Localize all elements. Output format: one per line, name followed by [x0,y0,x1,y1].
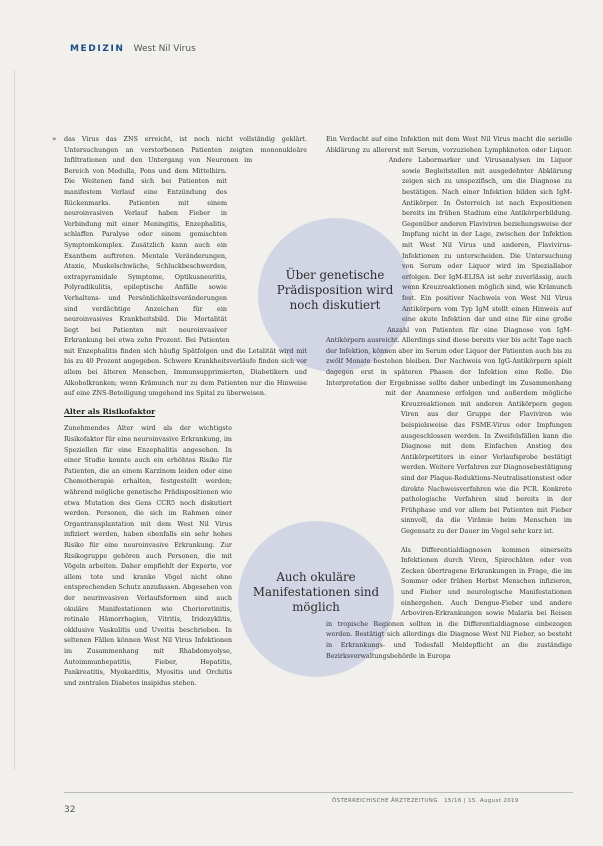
right-paragraph-1: Ein Verdacht auf eine Infektion mit dem West Nil Virus macht die serielle Abklärung zu allererst mit Serum, vorzuziehen Lymphknoten oder Liquor. Andere Labormarker und Virusanalysen im Liquor sowie Begleitstellen mit ausgedehnter Abklärung zeigen sich zu unspezifisch, um die Diagnose zu bestätigen. Nach einer Infektion bilden sich IgM-Antikörper. In Österreich ist nach Expositionen bereits im frühen Stadium eine Antikörperbildung. Gegenüber anderen Flaviviren beziehungsweise der Impfung nicht in der Lage, zwischen der Infektion mit West Nil Virus und anderen, Flavivirus-Infektionen zu unterscheiden. Die Untersuchung von Serum oder Liquor wird im Speziallabor erfolgen. Der IgM-ELISA ist sehr zuverlässig, auch wenn Kreuzreaktionen möglich sind, wie Krämunch fest. Ein positiver Nachweis von West Nil Virus Antikörpern vom Typ IgM stellt einen Hinweis auf eine akute Infektion dar und eine für eine große Anzahl von Patienten für eine Diagnose von IgM-Antikörpern ausreicht. Allerdings sind diese bereits vier bis acht Tage nach der Infektion, können aber im Serum oder Liquor der Patienten auch bis zu zwölf Monate bestehen bleiben. Der Nachweis von IgG-Antikörpern spielt dagegen erst in späteren Phasen der Infektion eine Rolle. Die Interpretation der Ergebnisse sollte daher unbedingt im Zusammenhang mit der Anamnese erfolgen und außerdem mögliche Kreuzreaktionen mit anderen Antikörpern gegen Viren aus der Gruppe der Flaviviren wie beispielsweise das FSME-Virus oder Impfungen ausgeschlossen werden. In Zweifelsfällen kann die Diagnose mit dem Einfachen Anstieg des Antikörpertiters in einer Verlaufsprobe bestätigt werden. Weitere Verfahren zur Diagnosebestätigung sind der Plaque-Reduktions-Neutralisationstest oder direkte Nachweisverfahren wie die PCR. Konkrete pathologische Verfahren sind bereits in der Frühphase und vor allem bei Patienten mit Fieber sinnvoll, da die Virämie beim Menschen im Gegensatz zu der Dauer im Vogel sehr kurz ist. [326,135,572,535]
pull-quote-1: Über genetische Prädisposition wird noch diskutiert [276,268,394,312]
publication-info [332,798,519,804]
bullet-icon: » [52,135,57,143]
page-footer [64,797,573,816]
issue-date: 15/16 | 15. August 2019 [444,798,519,804]
section-heading: Alter als Risikofaktor [64,406,156,416]
pull-quote-2: Auch okuläre Manifestationen sind möglich [252,570,380,614]
publication-name: ÖSTERREICHISCHE ÄRZTEZEITUNG [332,798,438,804]
topic-label: West Nil Virus [133,44,196,54]
right-paragraph-2: Als Differentialdiagnosen kommen einerseits Infektionen durch Viren, Spirochäten oder von Zecken übertragene Erkrankungen in Frage, die im Sommer oder frühen Herbst Menschen infizieren, und Fieber und neurologische Manifestationen einhergehen. Auch Dengue-Fieber und andere Arboviren-Erkrankungen sowie Malaria bei Reisen in tropische Regionen sollten in die Differentialdiagnose einbezogen werden. Bestätigt sich allerdings die Diagnose West Nil Fieber, so besteht in Erkrankungs- und Todesfall Meldepflicht an die zuständige Bezirksverwaltungsbehörde in Europa [326,545,572,660]
wrap-circle-3 [242,196,402,356]
page-header [70,36,196,55]
page-gutter [14,70,15,770]
footer-rule [64,792,573,793]
page-number: 32 [64,805,76,815]
left-paragraph-2: Zunehmendes Alter wird als der wichtigste Risikofaktor für eine neuroinvasive Erkrankung, im Speziellen für eine Enzephalitis angesehen. In einer Studie konnte auch ein erhöhtes Risiko für Patienten, die an einem Karzinom leiden oder eine Chemotherapie erhalten, festgestellt werden; während mögliche genetische Prädispositionen wie etwa Mutation des Gens CCR5 noch diskutiert werden. Personen, die sich im Rahmen einer Organtransplantation mit dem West Nil Virus infiziert werden, haben ebenfalls ein sehr hohes Risiko für eine neuroinvasive Erkrankung. Zur Risikogruppe gehören auch Personen, die mit Vögeln arbeiten. Daher empfiehlt der Experte, vor allem tote und kranke Vögel nicht ohne entsprechenden Schutz anzufassen. Abgesehen von der neurinvasiven Verlaufsformen sind auch okuläre Manifestationen wie Chorioretinitis, retinale Hämorrhagien, Vitritis, Iridozyklitis, okklusive Vaskulitis und Uveitis beschrieben. In seltenen Fällen können West Nil Virus Infektionen im Zusammenhang mit Rhabdomyolyse, Autoimmunhepatitis, Fieber, Hepatitis, Pankreatitis, Myokarditis, Myositis und Orchitis und zentralen Diabetes insipidus stehen. [64,424,232,687]
right-column [326,134,572,794]
section-label: MEDIZIN [70,44,125,54]
left-paragraph-1: das Virus das ZNS erreicht, ist noch nicht vollständig geklärt. Untersuchungen an verstorbenen Patienten zeigten mononukleäre Infiltrationen und den Untergang von Neuronen im Bereich von Medulla, Pons und dem Mittelhirn. Die Weitenen fand sich bei Patienten mit manifestem Verlauf eine Entzündung des Rückenmarks. Patienten mit einem neuroinvasiven Verlauf haben Fieber in Verbindung mit einer Meningitis, Enzephalitis, schlaffen Paralyse oder einem gemischten Symptomkomplex. Zusätzlich kann auch ein Exanthem auftreten. Mentale Veränderungen, Ataxie, Muskelschwäche, Schluckbeschwerden, extrapyramidale Symptome, Optikusneuritis, Polyradikulitis, epileptische Anfälle sowie Verhaltens- und Persönlichkeitsveränderungen sind verdächtige Anzeichen für ein neuroinvasives Krankheitsbild. Die Mortalität liegt bei Patienten mit neuroinvasiver Erkrankung bei etwa zehn Prozent. Bei Patienten mit Enzephalitis finden sich häufig Spätfolgen und die Letalität wird mit bis zu 40 Prozent angegeben. Schwere Krankheitsverläufe finden sich vor allem bei älteren Menschen, Immunsupprimierten, Diabetikern und Alkoholkranken; wenn Krämunch nur zu dem Patienten nur die Hinweise auf eine ZNS-Beteiligung umgehend ins Spital zu überweisen. [64,135,307,398]
